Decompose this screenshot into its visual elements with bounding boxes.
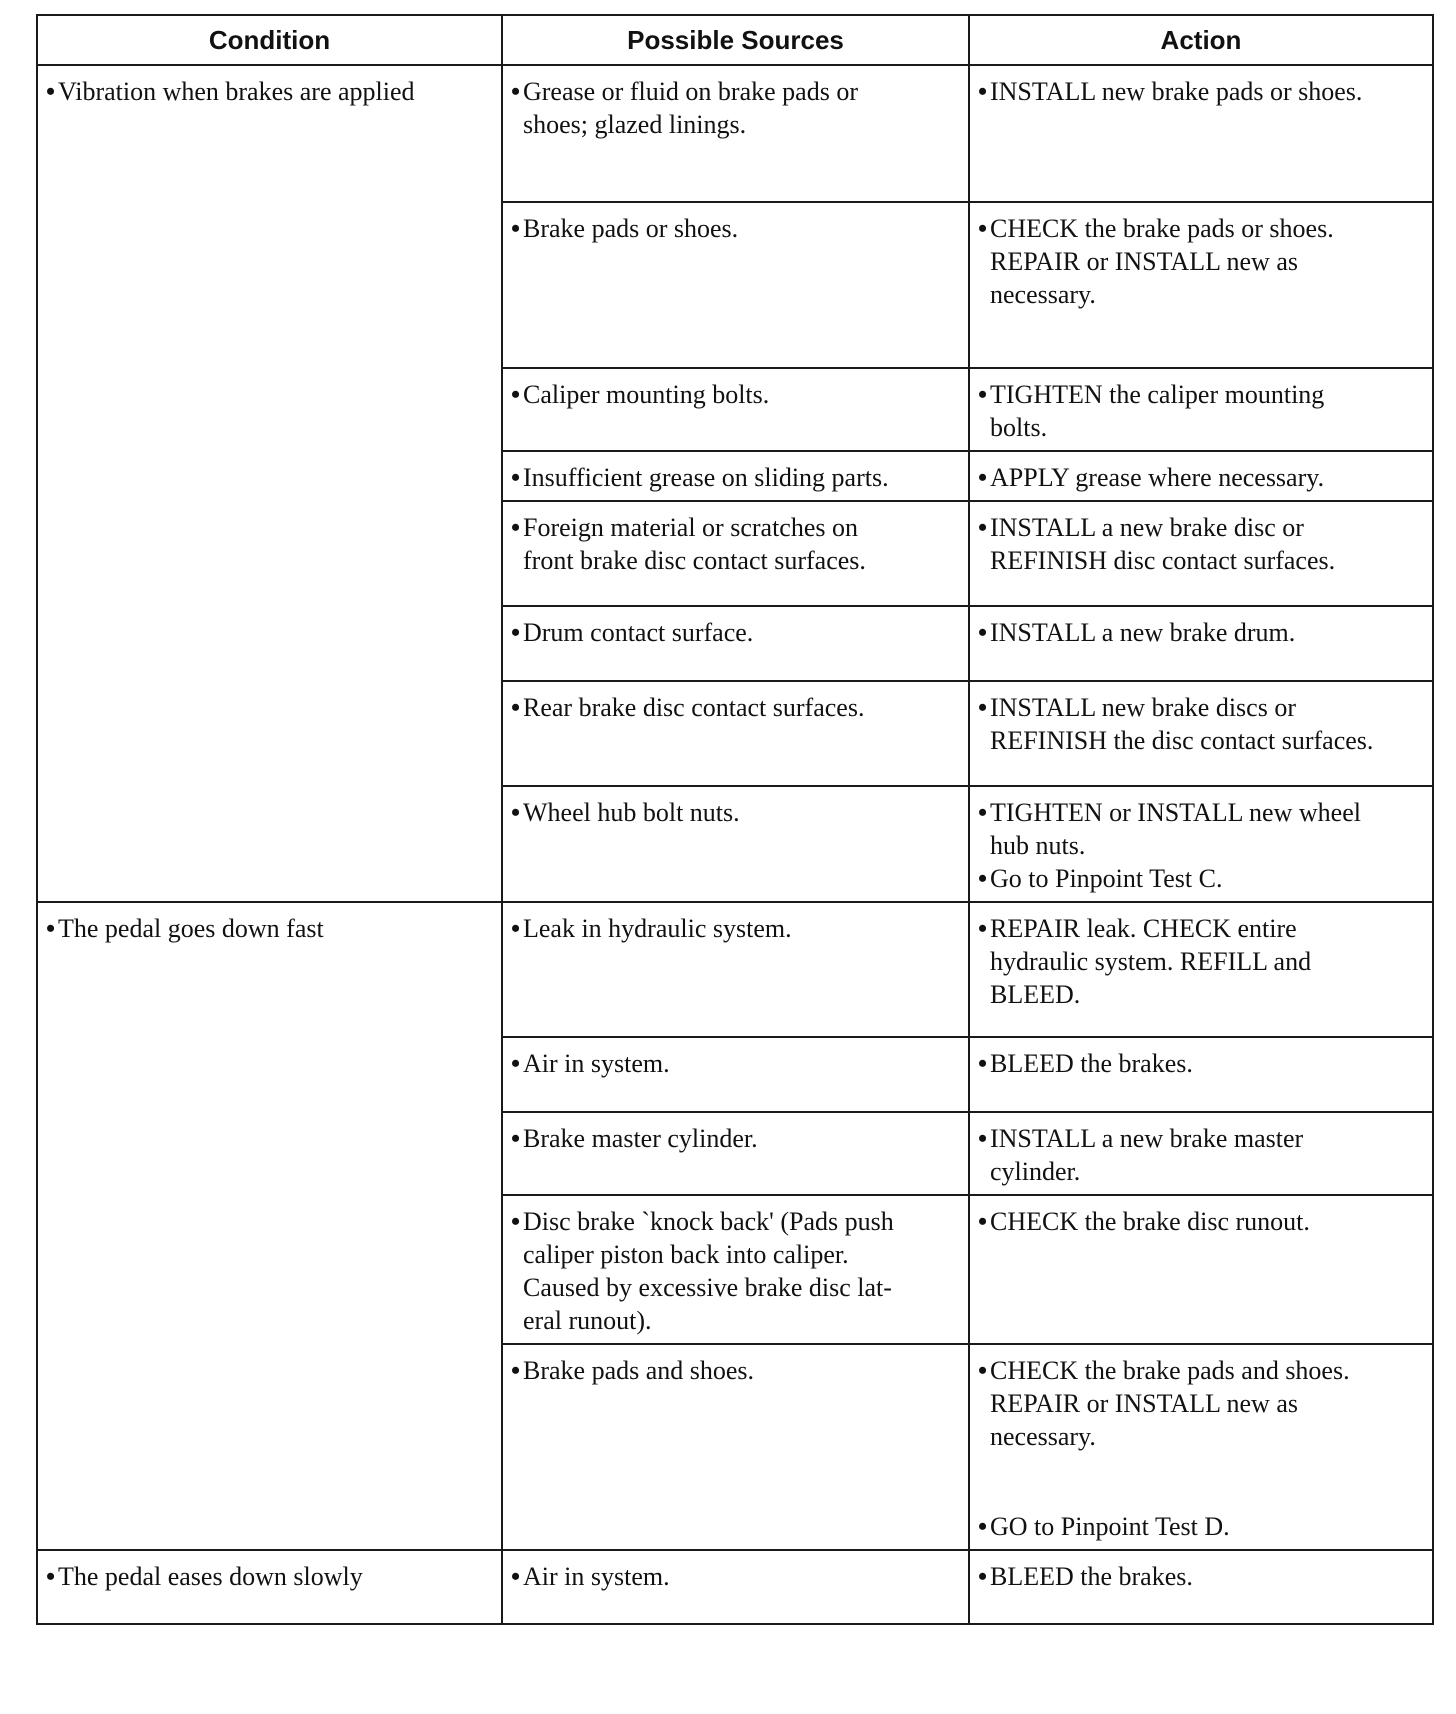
bullet-marker: • (511, 1356, 521, 1385)
source-cell (502, 65, 969, 202)
bullet-marker: • (46, 1562, 56, 1591)
bullet-marker: • (978, 693, 988, 722)
source-cell (502, 1112, 969, 1195)
action-item (978, 862, 1424, 895)
source-item-text: Wheel hub bolt nuts. (523, 798, 740, 827)
action-item (978, 1047, 1424, 1080)
bullet-marker: • (978, 77, 988, 106)
action-cell (969, 1195, 1433, 1344)
source-cell (502, 1344, 969, 1550)
bullet-marker: • (978, 1356, 988, 1385)
source-item-text: Disc brake `knock back' (Pads push caliper piston back into caliper. Caused by excessive brake disc lat- eral runout). (523, 1207, 894, 1335)
source-cell (502, 681, 969, 786)
source-cell (502, 368, 969, 451)
source-item (511, 511, 960, 577)
source-item-text: Air in system. (523, 1562, 670, 1591)
bullet-marker: • (511, 1124, 521, 1153)
action-item-text: INSTALL a new brake master cylinder. (990, 1124, 1304, 1186)
bullet-marker: • (511, 693, 521, 722)
header-action: Action (969, 15, 1433, 65)
bullet-marker: • (978, 513, 988, 542)
bullet-marker: • (511, 214, 521, 243)
source-cell (502, 451, 969, 501)
source-item (511, 691, 960, 724)
source-cell (502, 1195, 969, 1344)
source-item-text: Leak in hydraulic system. (523, 914, 792, 943)
action-cell (969, 681, 1433, 786)
source-item (511, 912, 960, 945)
bullet-marker: • (511, 513, 521, 542)
action-item-text: CHECK the brake pads or shoes. REPAIR or INSTALL new as necessary. (990, 214, 1334, 309)
action-item-text: CHECK the brake disc runout. (990, 1207, 1310, 1236)
action-item (978, 796, 1424, 862)
bullet-marker: • (978, 618, 988, 647)
source-item-text: Brake pads and shoes. (523, 1356, 755, 1385)
table-row (37, 1550, 1433, 1624)
source-cell (502, 786, 969, 902)
action-item (978, 616, 1424, 649)
bullet-marker: • (46, 914, 56, 943)
action-item-text: APPLY grease where necessary. (990, 463, 1325, 492)
source-item (511, 378, 960, 411)
source-item (511, 1560, 960, 1593)
action-item (978, 1354, 1424, 1453)
action-item (978, 912, 1424, 1011)
source-item (511, 212, 960, 245)
action-item (978, 1205, 1424, 1238)
source-item (511, 461, 960, 494)
action-item-text: REPAIR leak. CHECK entire hydraulic system. REFILL and BLEED. (990, 914, 1312, 1009)
source-item-text: Brake pads or shoes. (523, 214, 739, 243)
source-cell (502, 202, 969, 368)
action-cell (969, 902, 1433, 1037)
action-item-text: TIGHTEN the caliper mounting bolts. (990, 380, 1325, 442)
action-item-text: INSTALL a new brake disc or REFINISH disc contact surfaces. (990, 513, 1336, 575)
action-item (978, 691, 1424, 757)
action-item-text: BLEED the brakes. (990, 1562, 1193, 1591)
source-item-text: Drum contact surface. (523, 618, 754, 647)
action-item (978, 75, 1424, 108)
header-possible-sources: Possible Sources (502, 15, 969, 65)
bullet-marker: • (511, 1562, 521, 1591)
source-item (511, 796, 960, 829)
condition-item (46, 912, 493, 945)
bullet-marker: • (978, 914, 988, 943)
condition-item (46, 75, 493, 108)
action-item-text: CHECK the brake pads and shoes. REPAIR or INSTALL new as necessary. (990, 1356, 1350, 1451)
bullet-marker: • (978, 380, 988, 409)
table-body (37, 65, 1433, 1624)
table-row (37, 65, 1433, 202)
action-cell (969, 65, 1433, 202)
condition-item-text: The pedal eases down slowly (58, 1562, 363, 1591)
condition-item (46, 1560, 493, 1593)
action-item (978, 1560, 1424, 1593)
action-cell (969, 368, 1433, 451)
action-item (978, 378, 1424, 444)
condition-cell (37, 65, 502, 902)
source-item-text: Air in system. (523, 1049, 670, 1078)
action-cell (969, 501, 1433, 606)
action-cell (969, 202, 1433, 368)
source-item (511, 1354, 960, 1387)
bullet-marker: • (978, 1562, 988, 1591)
bullet-marker: • (46, 77, 56, 106)
bullet-marker: • (511, 463, 521, 492)
bullet-marker: • (511, 1207, 521, 1236)
table-row (37, 902, 1433, 1037)
action-item-text: INSTALL new brake discs or REFINISH the disc contact surfaces. (990, 693, 1374, 755)
bullet-marker: • (511, 618, 521, 647)
source-item (511, 75, 960, 141)
header-condition: Condition (37, 15, 502, 65)
source-cell (502, 501, 969, 606)
source-item-text: Insufficient grease on sliding parts. (523, 463, 889, 492)
source-cell (502, 1037, 969, 1112)
action-item (978, 511, 1424, 577)
source-item-text: Grease or fluid on brake pads or shoes; glazed linings. (523, 77, 858, 139)
source-item (511, 1047, 960, 1080)
action-item (978, 1122, 1424, 1188)
bullet-marker: • (511, 914, 521, 943)
condition-cell (37, 902, 502, 1550)
action-cell (969, 606, 1433, 681)
bullet-marker: • (978, 214, 988, 243)
action-cell (969, 1037, 1433, 1112)
bullet-marker: • (978, 1124, 988, 1153)
source-item (511, 1122, 960, 1155)
bullet-marker: • (978, 864, 988, 893)
source-item (511, 616, 960, 649)
source-cell (502, 606, 969, 681)
condition-item-text: The pedal goes down fast (58, 914, 324, 943)
action-item-text: BLEED the brakes. (990, 1049, 1193, 1078)
action-cell (969, 451, 1433, 501)
source-cell (502, 902, 969, 1037)
action-item (978, 1510, 1424, 1543)
source-item-text: Caliper mounting bolts. (523, 380, 770, 409)
source-item-text: Brake master cylinder. (523, 1124, 758, 1153)
bullet-marker: • (511, 798, 521, 827)
action-cell (969, 1550, 1433, 1624)
action-cell (969, 1112, 1433, 1195)
bullet-marker: • (978, 798, 988, 827)
condition-cell (37, 1550, 502, 1624)
bullet-marker: • (978, 463, 988, 492)
source-item-text: Rear brake disc contact surfaces. (523, 693, 865, 722)
action-item-text: INSTALL new brake pads or shoes. (990, 77, 1363, 106)
bullet-marker: • (511, 77, 521, 106)
bullet-marker: • (978, 1512, 988, 1541)
bullet-marker: • (978, 1049, 988, 1078)
source-cell (502, 1550, 969, 1624)
condition-item-text: Vibration when brakes are applied (58, 77, 415, 106)
header-row (37, 15, 1433, 65)
action-item (978, 461, 1424, 494)
action-item (978, 212, 1424, 311)
bullet-marker: • (511, 380, 521, 409)
action-cell (969, 786, 1433, 902)
action-item-text: Go to Pinpoint Test C. (990, 864, 1223, 893)
bullet-marker: • (978, 1207, 988, 1236)
action-item-text: TIGHTEN or INSTALL new wheel hub nuts. (990, 798, 1361, 860)
source-item-text: Foreign material or scratches on front brake disc contact surfaces. (523, 513, 866, 575)
bullet-marker: • (511, 1049, 521, 1078)
source-item (511, 1205, 960, 1337)
action-item-text: GO to Pinpoint Test D. (990, 1512, 1230, 1541)
action-item-text: INSTALL a new brake drum. (990, 618, 1296, 647)
diagnosis-table (36, 14, 1434, 1625)
action-cell (969, 1344, 1433, 1550)
